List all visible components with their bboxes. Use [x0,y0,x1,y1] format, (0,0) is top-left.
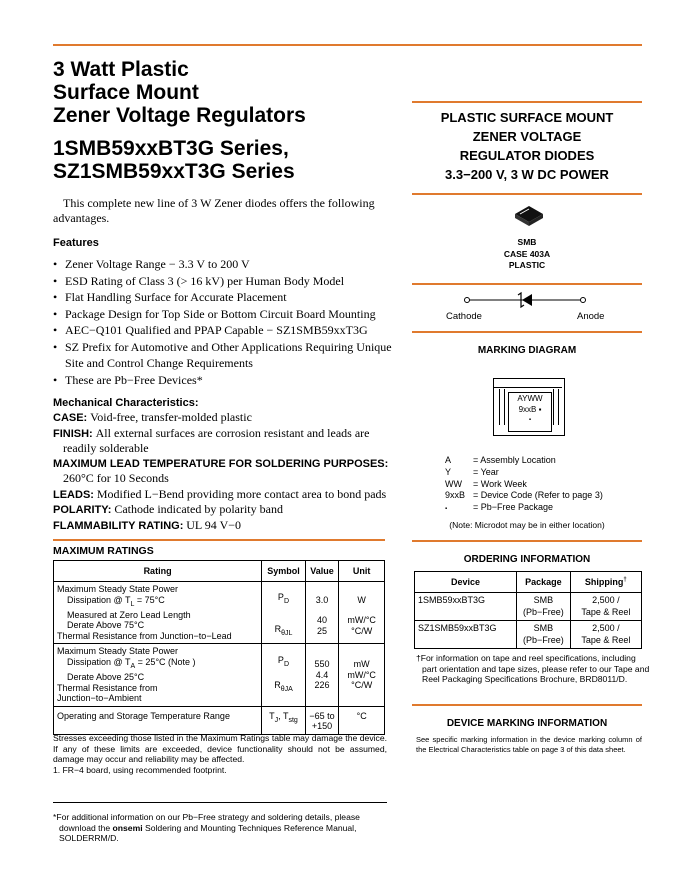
title-line: Surface Mount [53,81,199,104]
mech-polarity: POLARITY: Cathode indicated by polarity band [53,502,283,516]
mechanical-heading: Mechanical Characteristics: [53,397,199,409]
polarity-band [494,379,562,388]
legend-row: 9xxB = Device Code (Refer to page 3) [445,490,603,501]
anode-label: Anode [577,311,605,322]
list-item: • Zener Voltage Range − 3.3 V to 200 V [53,257,250,271]
zener-diode-symbol-icon [460,290,590,310]
legend-row: WW = Work Week [445,478,527,489]
table-header-row [415,572,642,593]
device-marking-text: See specific marking information in the device marking column of the Electrical Characteristics table on page 3 of this data sheet. [416,735,642,754]
marking-diagram-heading: MARKING DIAGRAM [477,345,577,356]
mech-flammability: FLAMMABILITY RATING: UL 94 V−0 [53,517,242,532]
shipping-cell: 2,500 / Tape & Reel [570,621,641,649]
value-cell: −65 to +150 [305,706,339,734]
series-line: SZ1SMB59xxT3G Series [53,160,295,183]
table-header-row [54,561,385,582]
table-row [54,706,385,734]
features-list [53,256,398,388]
marking-diagram [493,378,565,436]
microdot-note: (Note: Microdot may be in either location) [449,520,605,530]
rating-cell: Operating and Storage Temperature Range [54,706,262,734]
mech-finish: FINISH: All external surfaces are corrosion resistant and leads are readily solderable [53,425,370,455]
legend-row: A = Assembly Location [445,455,556,465]
top-rule [53,44,642,46]
series-line: 1SMB59xxBT3G Series, [53,137,289,160]
unit-cell: °C [339,706,385,734]
col-header-shipping: Shipping† [570,572,641,593]
cathode-label: Cathode [446,311,482,322]
col-header-device: Device [415,572,517,593]
device-marking-heading: DEVICE MARKING INFORMATION [446,718,608,729]
mech-leads: LEADS: Modified L−Bend providing more contact area to bond pads [53,486,387,501]
symbol-cell: $P_D$ $R_{\theta JA}$ [262,644,306,706]
list-item: • Flat Handling Surface for Accurate Placement [53,290,287,304]
max-ratings-heading: MAXIMUM RATINGS [53,545,154,557]
list-item: • SZ Prefix for Automotive and Other Applications Requiring Unique Site and Control Change Requirements [53,339,392,370]
lead-left-inner [499,389,505,425]
col-header-rating: Rating [54,561,262,582]
list-item: • Package Design for Top Side or Bottom Circuit Board Mounting [53,306,376,321]
unit-cell: W mW/°C °C/W [339,582,385,644]
table-row [54,582,385,644]
mech-maxlead: MAXIMUM LEAD TEMPERATURE FOR SOLDERING PURPOSES: 260°C for 10 Seconds [53,457,389,485]
marking-legend [445,455,603,516]
mech-case: CASE: Void-free, transfer-molded plastic [53,410,252,424]
rating-cell: Maximum Steady State Power Dissipation @ $T_A = 25^\circ C$ (Note ) Derate Above 25°C Thermal Resistance from Junction−to−Ambient [54,644,262,706]
device-cell: 1SMB59xxBT3G [415,593,517,621]
shipping-cell: 2,500 / Tape & Reel [570,593,641,621]
legend-row: ▪ = Pb−Free Package [445,502,554,513]
col-header-unit: Unit [339,561,385,582]
footnote-rule [53,802,387,803]
document-title [53,58,393,183]
col-header-symbol: Symbol [262,561,306,582]
section-rule [53,539,385,541]
value-cell: 550 4.4 226 [305,644,339,706]
title-line: 3 Watt Plastic [53,58,189,81]
package-cell: SMB (Pb−Free) [516,593,570,621]
list-item: • ESD Rating of Class 3 (> 16 kV) per Human Body Model [53,273,345,288]
value-cell: 3.0 40 25 [305,582,339,644]
table-row [415,593,642,621]
section-rule [412,704,642,706]
section-rule [412,540,642,542]
lead-right-inner [553,389,559,425]
smb-package-icon [511,202,547,228]
symbol-cell: $P_D$ $R_{\theta JL}$ [262,582,306,644]
ordering-heading: ORDERING INFORMATION [463,554,591,565]
legend-row: Y = Year [445,466,499,477]
section-rule [412,331,642,333]
features-heading: Features [53,237,99,249]
package-info: SMB CASE 403A PLASTIC [503,237,551,270]
title-line: Zener Voltage Regulators [53,104,306,127]
product-header: PLASTIC SURFACE MOUNT ZENER VOLTAGE REGULATOR DIODES 3.3−200 V, 3 W DC POWER [440,110,614,182]
list-item: • AEC−Q101 Qualified and PPAP Capable − SZ1SMB59xxT3G [53,323,368,337]
rating-cell: Maximum Steady State Power Dissipation @ $T_L = 75^\circ C$ Measured at Zero Lead Length Derate Above 75°C Thermal Resistance from Junction−to−Lead [54,582,262,644]
unit-cell: mW mW/°C °C/W [339,644,385,706]
right-top-rule [412,101,642,103]
intro-paragraph: This complete new line of 3 W Zener diodes offers the following advantages. [53,196,375,225]
ordering-table [414,571,642,649]
section-rule [412,283,642,285]
table-note-1: 1. FR−4 board, using recommended footprint. [53,765,227,775]
table-row [54,644,385,706]
marking-body: AYWW 9xxB ▪ ▪ [508,392,552,432]
section-rule [412,193,642,195]
mechanical-list [53,410,398,533]
col-header-package: Package [516,572,570,593]
ordering-note: †For information on tape and reel specifications, including part orientation and tape sizes, please refer to our Tape and Reel Packaging Specifications Brochure, BRD8011/D. [416,653,650,684]
col-header-value: Value [305,561,339,582]
list-item: • These are Pb−Free Devices* [53,372,203,387]
device-cell: SZ1SMB59xxBT3G [415,621,517,649]
max-ratings-table [53,560,385,735]
symbol-cell: $T_J$, $T_{stg}$ [262,706,306,734]
table-row [415,621,642,649]
stress-note: Stresses exceeding those listed in the Maximum Ratings table may damage the device. If any of these limits are exceeded, device functionality should not be assumed, damage may occur and reliability may be affected. [53,733,387,764]
package-cell: SMB (Pb−Free) [516,621,570,649]
pb-free-footnote: *For additional information on our Pb−Free strategy and soldering details, please download the onsemi Soldering and Mounting Techniques Reference Manual, SOLDERRM/D. [53,812,360,843]
